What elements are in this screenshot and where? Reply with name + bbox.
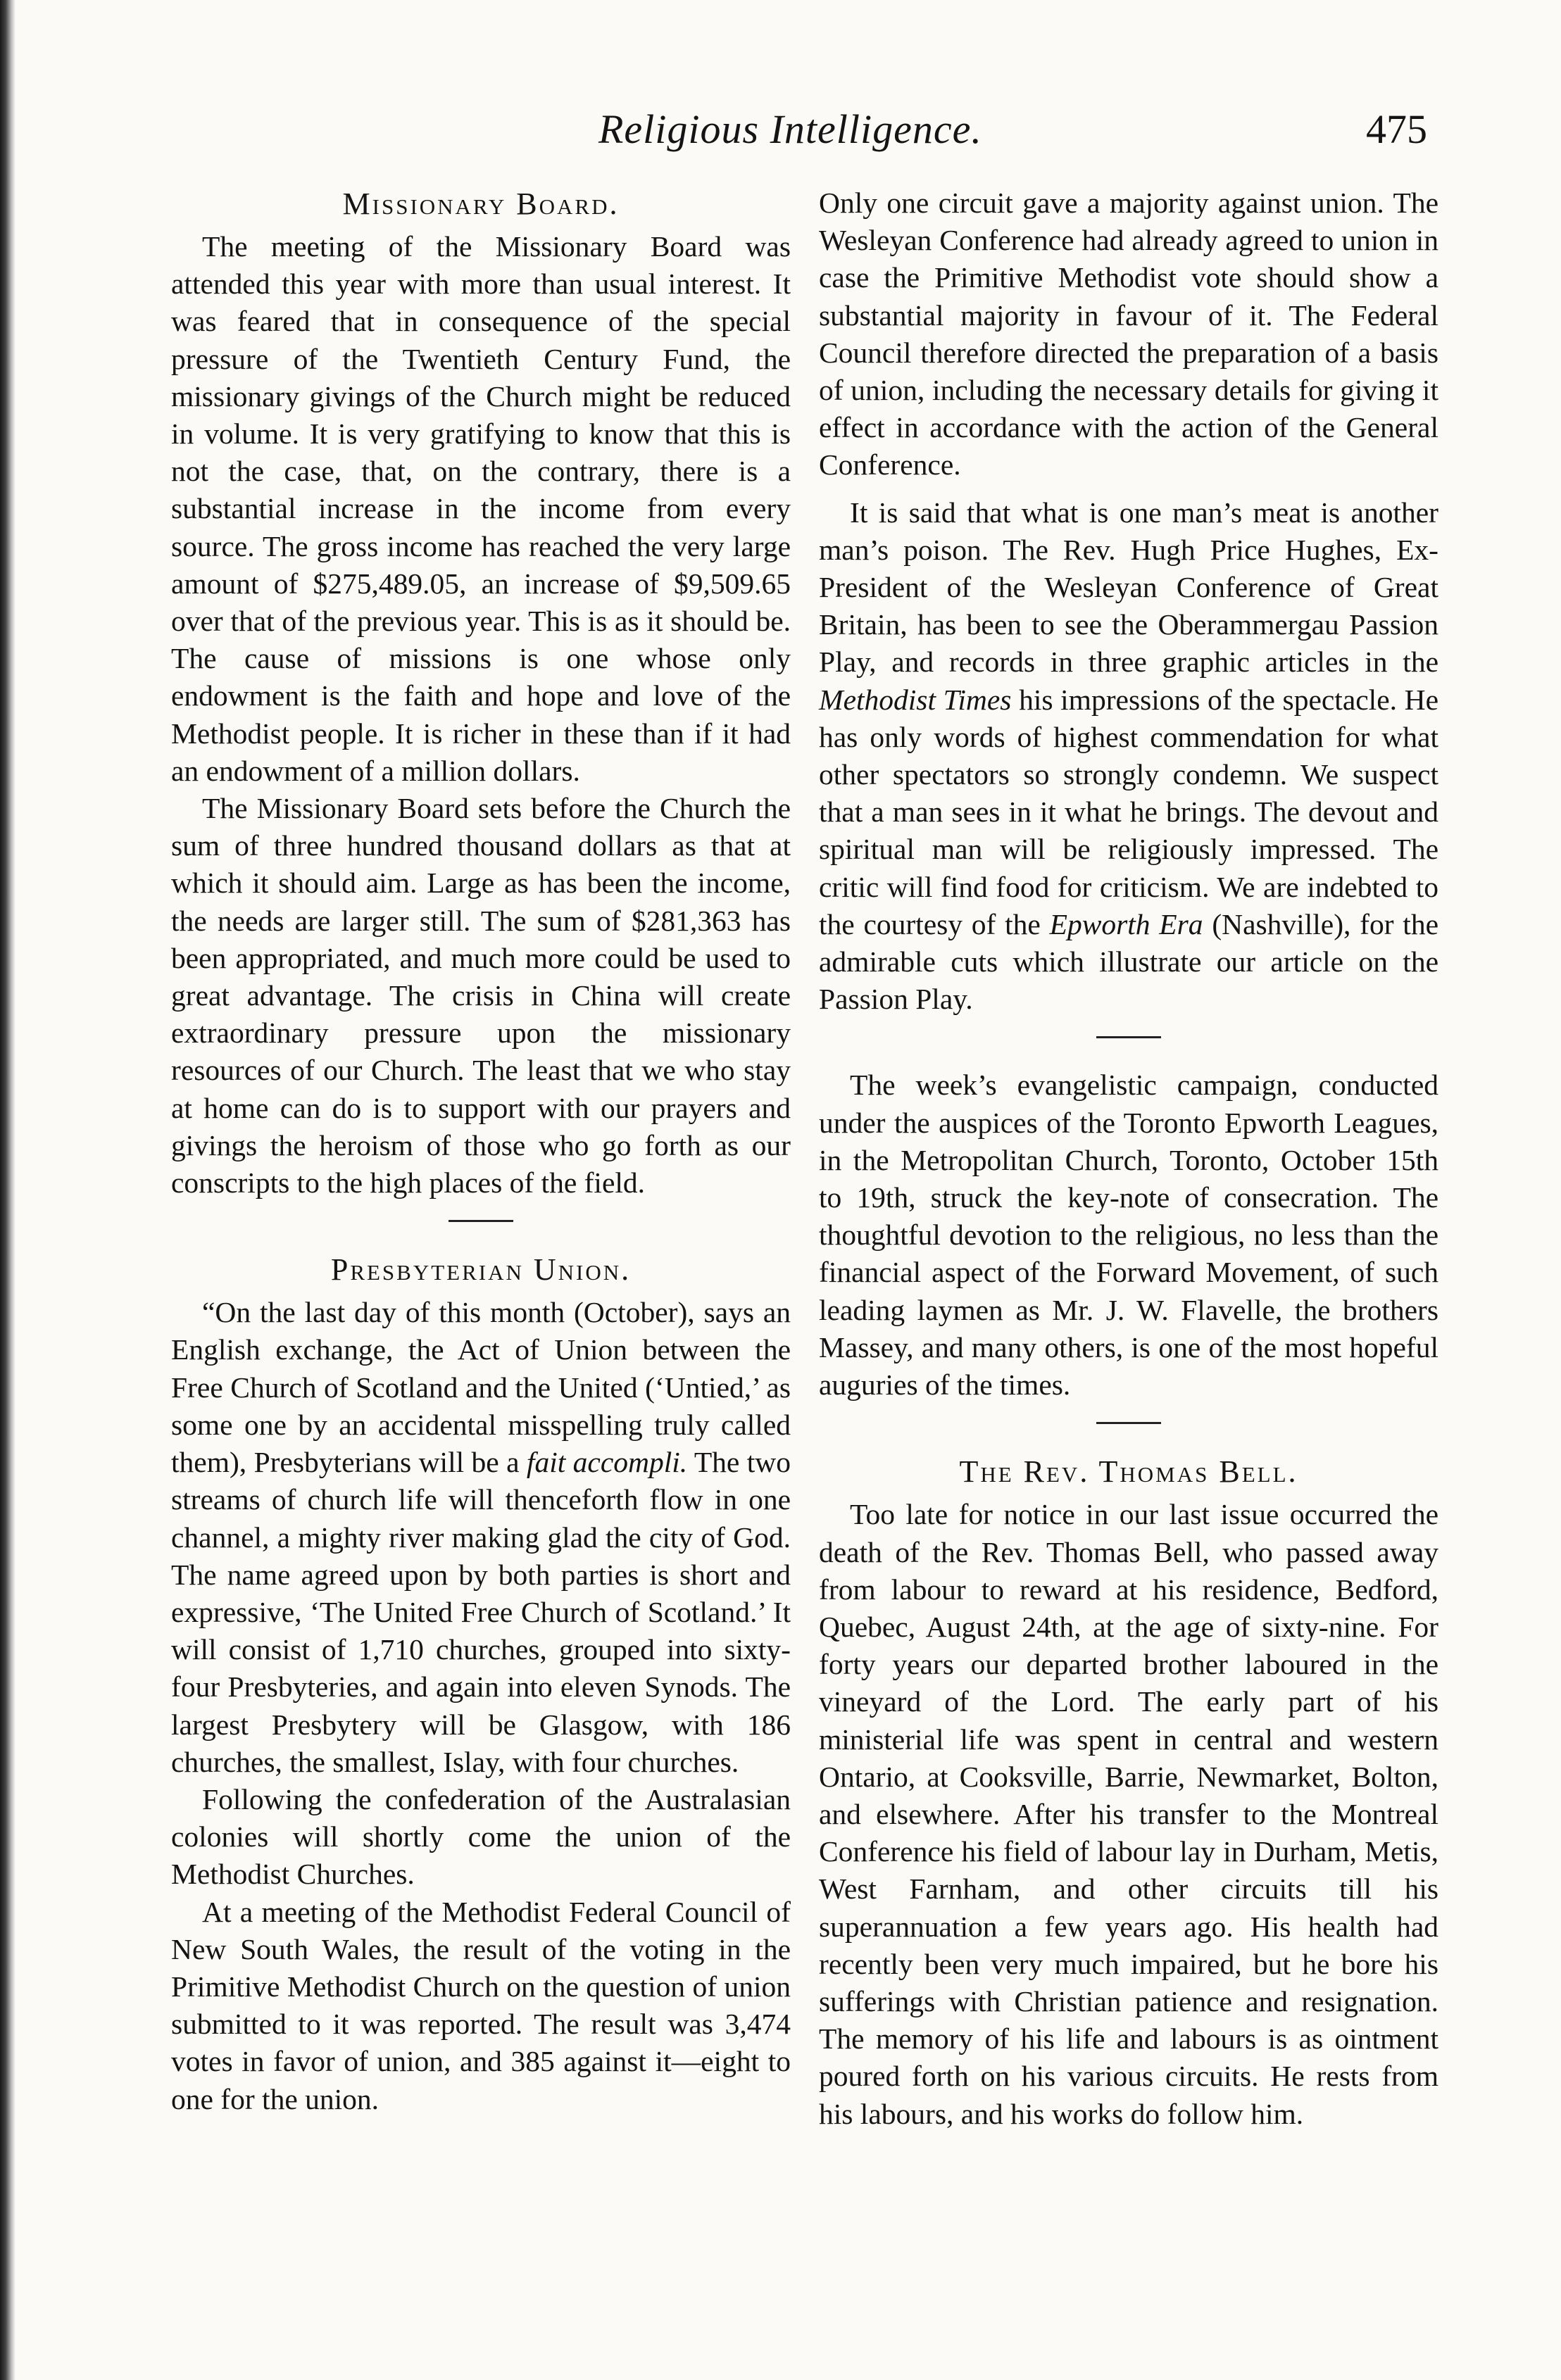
paragraph-missionary-1: The meeting of the Missionary Board was attended this year with more than usual interest. It was feared that in consequence of the special pressure of the Twentieth Century Fund, the missionary givings of the Church might be reduced in volume. It is very gratifying to know that this is not the case, that, on the contrary, there is a substantial increase in the income from every source. The gross income has reached the very large amount of $275,489.05, an increase of $9,509.65 over that of the previous year. This is as it should be. The cause of missions is one whose only endowment is the faith and hope and love of the Methodist people. It is richer in these than if it had an endowment of a million dollars.: [171, 230, 791, 787]
section-heading-presbyterian-union: Presbyterian Union.: [330, 1252, 632, 1287]
section-divider: [1096, 1422, 1161, 1424]
paragraph-thomas-bell: Too late for notice in our last issue occurred the death of the Rev. Thomas Bell, who passed away from labour to reward at his residence, Bedford, Quebec, August 24th, at the age of sixty-nine. For forty years our departed brother laboured in the vineyard of the Lord. The early part of his ministerial life was spent in central and western Ontario, at Cooksville, Barrie, Newmarket, Bolton, and elsewhere. After his transfer to the Montreal Conference his field of labour lay in Durham, Metis, West Farnham, and other circuits till his superannuation a few years ago. His health had recently been very much impaired, but he bore his sufferings with Christian patience and resignation. The memory of his life and labours is as ointment poured forth on his various circuits. He rests from his labours, and his works do follow him.: [819, 1498, 1438, 2130]
text-span: The two streams of church life will thenceforth flow in one channel, a mighty river making glad the city of God. The name agreed upon by both parties is short and expressive, ‘The United Free Church of Scotland.’ It will consist of 1,710 churches, grouped into sixty-four Presbyteries, and again into eleven Synods. The largest Presbytery will be Glasgow, with 186 churches, the smallest, Islay, with four churches.: [171, 1446, 791, 1778]
text-span: his impressions of the spectacle. He has only words of highest commendation for what other spectators so strongly condemn. We suspect that a man sees in it what he brings. The devout and spiritual man will be religiously impressed. The critic will find food for criticism. We are indebted to the courtesy of the: [819, 683, 1438, 940]
section-heading-thomas-bell: The Rev. Thomas Bell.: [959, 1454, 1298, 1490]
paragraph-union-continued: Only one circuit gave a majority against union. The Wesleyan Conference had already agreed to union in case the Primitive Methodist vote should show a substantial majority in favour of it. The Federal Council therefore directed the preparation of a basis of union, including the necessary details for giving it effect in accordance with the action of the General Conference.: [819, 187, 1438, 481]
running-title: Religious Intelligence.: [598, 106, 982, 152]
italic-phrase: fait accompli.: [526, 1446, 688, 1479]
right-column: [819, 184, 1438, 2133]
paragraph-missionary-2: The Missionary Board sets before the Church the sum of three hundred thousand dollars as that at which it should aim. Large as has been the income, the needs are larger still. The sum of $281,363 has been appropriated, and much more could be used to great advantage. The crisis in China will create extraordinary pressure upon the missionary resources of our Church. The least that we who stay at home can do is to support with our prayers and givings the heroism of those who go forth as our conscripts to the high places of the field.: [171, 792, 791, 1200]
italic-title: Methodist Times: [819, 683, 1012, 716]
paragraph-presbyterian-2: Following the confederation of the Australasian colonies will shortly come the union of the Methodist Churches.: [171, 1782, 791, 1891]
section-divider: [449, 1220, 513, 1222]
paragraph-evangelistic-campaign: The week’s evangelistic campaign, conducted under the auspices of the Toronto Epworth Leagues, in the Metropolitan Church, Toronto, October 15th to 19th, struck the key-note of consecration. The thoughtful devotion to the religious, no less than the financial aspect of the Forward Movement, of such leading laymen as Mr. J. W. Flavelle, the brothers Massey, and many others, is one of the most hopeful auguries of the times.: [819, 1069, 1438, 1402]
text-span: (Nashville), for the admirable cuts which illustrate our article on the Passion Play.: [819, 907, 1438, 1016]
paragraph-presbyterian-3: At a meeting of the Methodist Federal Council of New South Wales, the result of the voting in the Primitive Methodist Church on the question of union submitted to it was reported. The result was 3,474 votes in favor of union, and 385 against it—eight to one for the union.: [171, 1895, 791, 2115]
paragraph-gap: [819, 484, 1438, 494]
paragraph-presbyterian-1: [171, 1294, 791, 1781]
italic-title: Epworth Era: [1049, 907, 1203, 940]
text-span: “On the last day of this month (October), says an English exchange, the Act of Union between the Free Church of Scotland and the United (‘Untied,’ as some one by an accidental misspelling truly called them), Presbyterians will be a: [171, 1296, 791, 1479]
text-span: It is said that what is one man’s meat is another man’s poison. The Rev. Hugh Price Hughes, Ex-President of the Wesleyan Conference of Great Britain, has been to see the Oberammergau Passion Play, and records in three graphic articles in the: [819, 496, 1438, 679]
section-heading-missionary-board: Missionary Board.: [342, 187, 620, 221]
paragraph-passion-play: [819, 494, 1438, 1019]
page-binding-edge: [0, 0, 15, 2380]
page-number: 475: [1366, 106, 1427, 152]
section-divider: [1096, 1036, 1161, 1038]
left-column: [171, 184, 791, 2118]
